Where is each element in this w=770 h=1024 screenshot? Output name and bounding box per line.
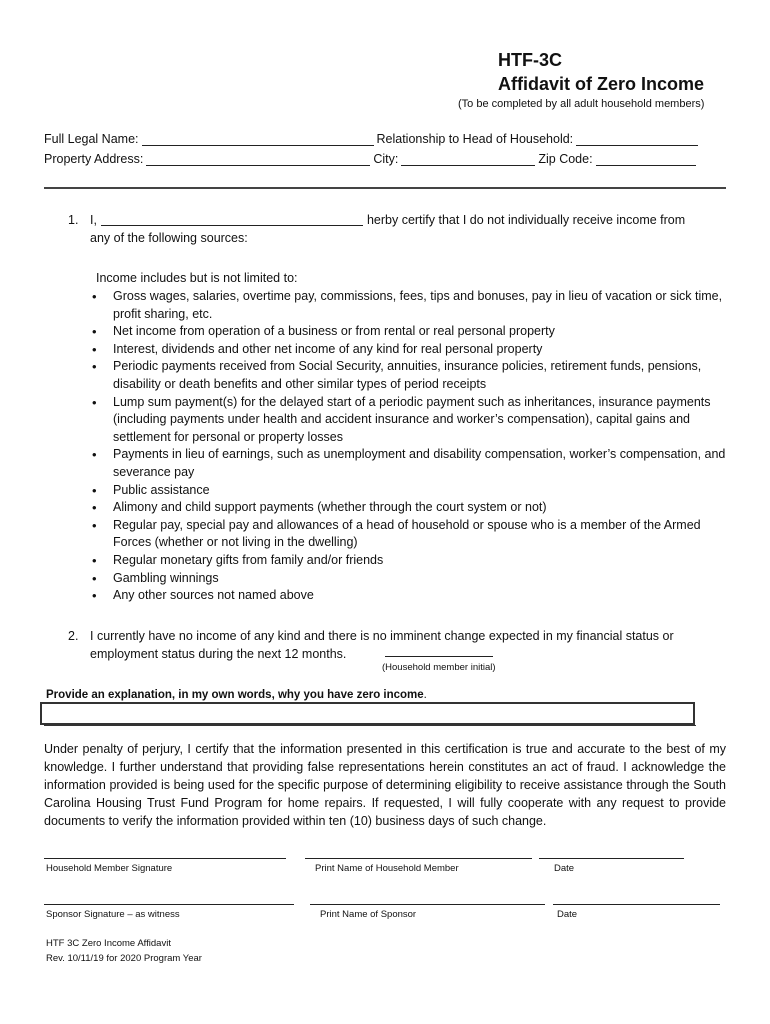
- sponsor-signature-label: Sponsor Signature – as witness: [46, 909, 180, 920]
- list-item: • Periodic payments received from Social Security, annuities, insurance policies, retirement funds, pensions, disability or death benefits and other similar types of period receipts: [113, 358, 741, 393]
- name-row: [44, 132, 701, 146]
- date-line-1[interactable]: [539, 858, 684, 859]
- item1-text: herby certify that I do not individually receive income from: [366, 213, 686, 227]
- income-sources-list: [90, 288, 741, 605]
- item-number: 1.: [68, 213, 79, 227]
- household-initial-label: (Household member initial): [382, 662, 496, 673]
- list-item: • Payments in lieu of earnings, such as unemployment and disability compensation, worker’s compensation, and severance pay: [113, 446, 741, 481]
- certification-item-1: [68, 211, 718, 251]
- item1-prefix: I,: [90, 213, 97, 227]
- list-item: • Interest, dividends and other net income of any kind for real personal property: [113, 341, 741, 359]
- date-line-2[interactable]: [553, 904, 720, 905]
- sponsor-signature-line[interactable]: [44, 904, 294, 905]
- income-intro: Income includes but is not limited to:: [96, 271, 298, 285]
- page-title: Affidavit of Zero Income: [498, 74, 705, 94]
- print-sponsor-name-line[interactable]: [310, 904, 545, 905]
- full-legal-name-label: Full Legal Name:: [44, 132, 139, 146]
- list-item: • Lump sum payment(s) for the delayed start of a periodic payment such as inheritances, insurance payments (including payments under health and accident insurance and worker’s compensation), capital gains and settlement for personal or property losses: [113, 394, 741, 447]
- footer-revision: Rev. 10/11/19 for 2020 Program Year: [46, 953, 202, 964]
- relationship-label: Relationship to Head of Household:: [376, 132, 574, 146]
- date-label-1: Date: [554, 863, 575, 874]
- list-item: • Alimony and child support payments (whether through the court system or not): [113, 499, 741, 517]
- city-field[interactable]: [401, 153, 535, 166]
- zip-label: Zip Code:: [538, 152, 593, 166]
- list-item: • Any other sources not named above: [113, 587, 741, 605]
- household-signature-line[interactable]: [44, 858, 286, 859]
- explanation-input[interactable]: [40, 702, 695, 725]
- list-item: • Gambling winnings: [113, 570, 741, 588]
- zip-field[interactable]: [596, 153, 696, 166]
- full-legal-name-field[interactable]: [142, 133, 374, 146]
- print-sponsor-name-label: Print Name of Sponsor: [320, 909, 417, 920]
- list-item: • Net income from operation of a business or from rental or real personal property: [113, 323, 741, 341]
- household-initial-field[interactable]: [385, 656, 493, 657]
- property-address-label: Property Address:: [44, 152, 144, 166]
- page-subtitle: (To be completed by all adult household members): [458, 98, 705, 110]
- print-household-name-line[interactable]: [305, 858, 532, 859]
- certifier-name-field[interactable]: [101, 213, 363, 226]
- item2-text: I currently have no income of any kind and there is no imminent change expected in my financial status or employment status during the next 12 months.: [90, 629, 674, 661]
- list-item: • Public assistance: [113, 482, 741, 500]
- certification-item-2: [68, 627, 718, 663]
- date-label-2: Date: [557, 909, 578, 920]
- print-household-name-label: Print Name of Household Member: [315, 863, 459, 874]
- explanation-label: Provide an explanation, in my own words, why you have zero income.: [46, 689, 427, 701]
- list-item: • Regular monetary gifts from family and/or friends: [113, 552, 741, 570]
- list-item: • Gross wages, salaries, overtime pay, commissions, fees, tips and bonuses, pay in lieu of vacation or sick time, profit sharing, etc.: [113, 288, 741, 323]
- property-address-field[interactable]: [146, 153, 370, 166]
- household-signature-label: Household Member Signature: [46, 863, 173, 874]
- form-id: HTF-3C: [498, 50, 562, 70]
- address-row: [44, 152, 699, 166]
- explanation-underline: [44, 725, 696, 726]
- list-item: • Regular pay, special pay and allowances of a head of household or spouse who is a member of the Armed Forces (whether or not living in the dwelling): [113, 517, 741, 552]
- item-number: 2.: [68, 629, 79, 643]
- item1-continuation: any of the following sources:: [90, 231, 248, 245]
- section-divider: [44, 187, 726, 189]
- footer-form-name: HTF 3C Zero Income Affidavit: [46, 938, 171, 949]
- perjury-statement: Under penalty of perjury, I certify that the information presented in this certification is true and accurate to the best of my knowledge. I further understand that providing false representations herein constitutes an act of fraud. I acknowledge the information provided is being used for the specific purpose of determining eligibility to receive assistance through the South Carolina Housing Trust Fund Program for home repairs. If requested, I will fully cooperate with any request to provide documents to verify the information provided within ten (10) business days of such change.: [44, 742, 726, 828]
- relationship-field[interactable]: [576, 133, 698, 146]
- city-label: City:: [373, 152, 399, 166]
